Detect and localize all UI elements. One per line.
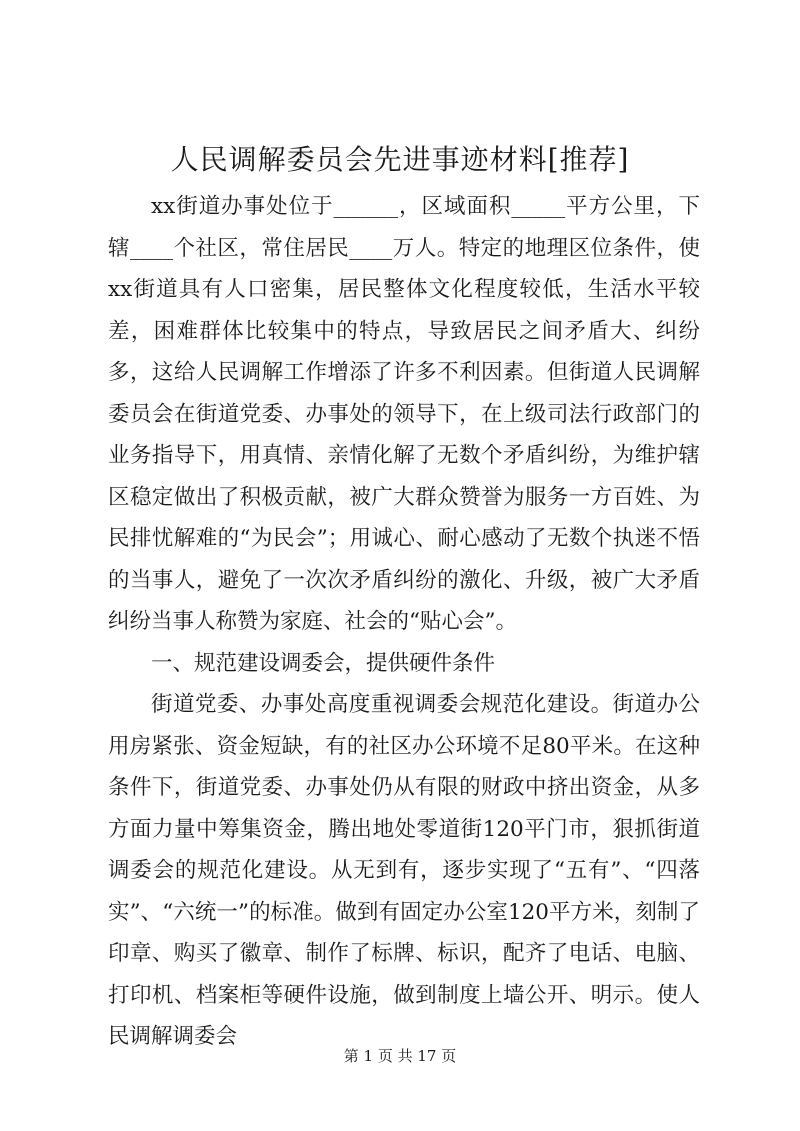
document-body xyxy=(108,186,700,1058)
paragraph-section-1: 街道党委、办事处高度重视调委会规范化建设。街道办公用房紧张、资金短缺，有的社区办公环境不足80平米。在这种条件下，街道党委、办事处仍从有限的财政中挤出资金，从多方面力量中筹集资金，腾出地处零道街120平门市，狠抓街道调委会的规范化建设。从无到有，逐步实现了“五有”、“四落实”、“六统一”的标准。做到有固定办公室120平方米，刻制了印章、购买了徽章、制作了标牌、标识，配齐了电话、电脑、打印机、档案柜等硬件设施，做到制度上墙公开、明示。使人民调解调委会 xyxy=(108,692,700,1049)
document-title: 人民调解委员会先进事迹材料[推荐] xyxy=(170,143,630,176)
section-heading-1: 一、规范建设调委会，提供硬件条件 xyxy=(151,650,496,676)
paragraph-intro: xx街道办事处位于______，区域面积_____平方公里，下辖____个社区，常住居民____万人。特定的地理区位条件，使xx街道具有人口密集，居民整体文化程度较低，生活水平较差，困难群体比较集中的特点，导致居民之间矛盾大、纠纷多，这给人民调解工作增添了许多不利因素。但街道人民调解委员会在街道党委、办事处的领导下，在上级司法行政部门的业务指导下，用真情、亲情化解了无数个矛盾纠纷，为维护辖区稳定做出了积极贡献，被广大群众赞誉为服务一方百姓、为民排忧解难的“为民会”；用诚心、耐心感动了无数个执迷不悟的当事人，避免了一次次矛盾纠纷的激化、升级，被广大矛盾纠纷当事人称赞为家庭、社会的“贴心会”。 xyxy=(108,194,700,634)
page-footer: 第 1 页 共 17 页 xyxy=(343,1047,457,1065)
